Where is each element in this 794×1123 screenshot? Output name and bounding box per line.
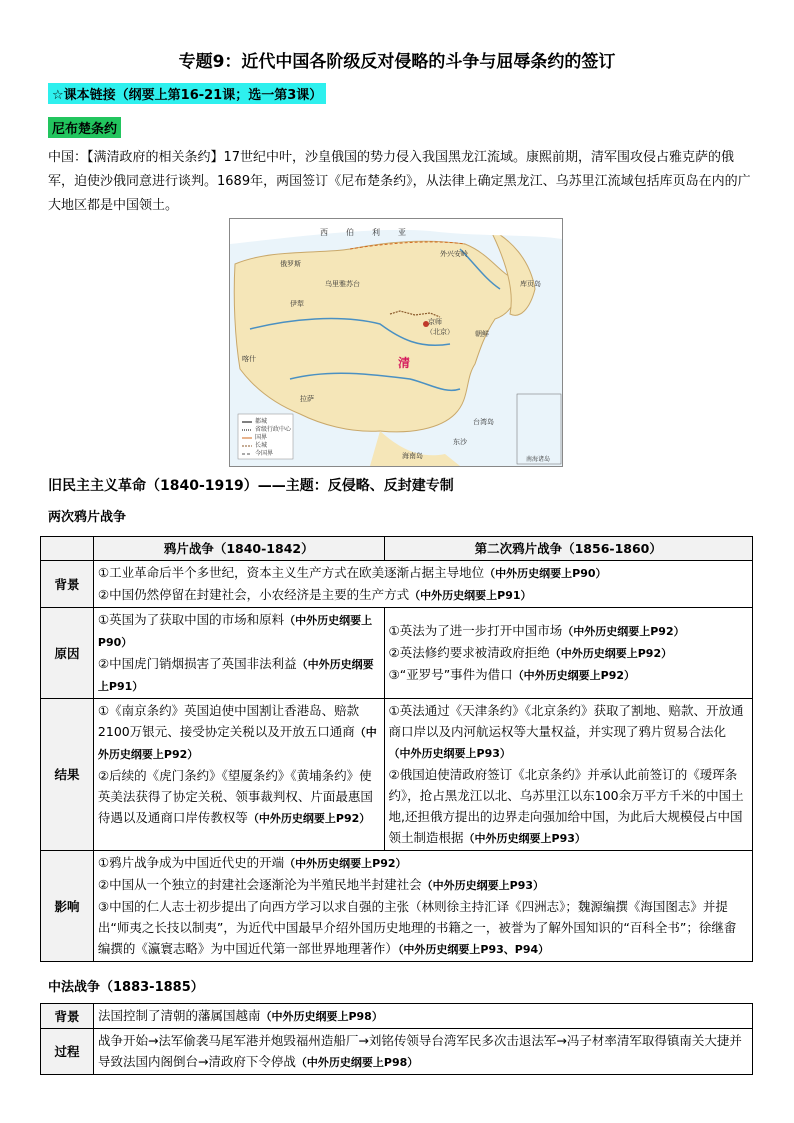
map-label-taiwan: 台湾岛 [473,418,494,426]
treaty-heading: 尼布楚条约 [48,117,121,138]
result-second-war-cell [384,699,752,851]
result-right-1: ①英法通过《天津条约》《北京条约》获取了割地、赔款、开放通商口岸以及内河航运权等大量权益，并实现了鸦片贸易合法化（中外历史纲要上P93） [388,703,744,760]
map-label-capital: 京师 [428,318,442,326]
impact-line-2: ②中国从一个独立的封建社会逐渐沦为半殖民地半封建社会（中外历史纲要上P93） [97,877,545,892]
impact-line-3: ③中国的仁人志士初步提出了向西方学习以求自强的主张（林则徐主持汇译《四洲志》；魏源编撰《海国图志》并提出“师夷之长技以制夷”，为近代中国最早介绍外国历史地理的书籍之一，被誉为了解外国知识的“百科全书”；徐继畬编撰的《瀛寰志略》为中国近代第一部世界地理著作）（中外历史纲要上P93、P94） [97,899,737,956]
map-label-hainan: 海南岛 [402,452,423,460]
row-label-cause: 原因 [41,608,94,699]
result-left-2: ②后续的《虎门条约》《望厦条约》《黄埔条约》使英美法获得了协定关税、领事裁判权、片面最惠国待遇以及通商口岸传教权等（中外历史纲要上P92） [97,768,373,825]
map-label-sakhalin: 库页岛 [520,280,541,288]
bg-line-2: ②中国仍然停留在封建社会，小农经济是主要的生产方式（中外历史纲要上P91） [97,587,532,602]
sino-french-war-heading: 中法战争（1883-1885） [48,980,204,995]
legend-great-wall: 长城 [255,442,268,449]
map-label-qing: 清 [398,356,411,370]
map-label-ili: 伊犁 [290,300,304,308]
opium-war-heading: 两次鸦片战争 [48,510,127,525]
table-corner [41,537,94,561]
cause-first-war-cell [93,608,384,699]
page-title: 专题9：近代中国各阶级反对侵略的斗争与屈辱条约的签订 [178,52,616,72]
cause-left-2: ②中国虎门销烟损害了英国非法利益（中外历史纲要上P91） [97,656,374,693]
map-label-beijing: （北京） [426,328,454,336]
sf-background-cell: 法国控制了清朝的藩属国越南（中外历史纲要上P98） [93,1004,752,1029]
map-label-dongsha: 东沙 [453,438,467,446]
section-heading: 旧民主主义革命（1840-1919）——主题：反侵略、反封建专制 [48,478,454,494]
row-label-background: 背景 [41,561,94,608]
map-label-korea: 朝鲜 [475,330,489,338]
map-label-xi: 西 [320,228,346,237]
legend-province: 省级行政中心 [255,426,292,433]
map-label-li: 利 [372,228,398,237]
legend-capital: 都城 [255,418,268,425]
bg-line-1: ①工业革命后半个多世纪，资本主义生产方式在欧美逐渐占据主导地位（中外历史纲要上P90） [97,565,607,580]
legend-border: 国界 [255,434,268,441]
map-label-kashgar: 喀什 [242,355,256,363]
opium-war-table [40,536,753,962]
qing-territory-map [229,218,563,467]
cause-left-1: ①英国为了获取中国的市场和原料（中外历史纲要上P90） [97,612,373,649]
sf-row-label-background: 背景 [41,1004,94,1029]
map-label-ya: 亚 [398,228,424,237]
textbook-link-heading: ☆课本链接（纲要上第16-21课；选一第3课） [48,83,326,104]
col-header-second-war: 第二次鸦片战争（1856-1860） [384,537,752,561]
background-cell [93,561,752,608]
cause-right-2: ②英法修约要求被清政府拒绝（中外历史纲要上P92） [388,645,673,660]
impact-cell [93,851,752,962]
map-legend [255,418,291,458]
result-left-1: ①《南京条约》英国迫使中国割让香港岛、赔款2100万银元、接受协定关税以及开放五口通商（中外历史纲要上P92） [97,703,377,761]
map-label-uliastai: 乌里雅苏台 [325,280,360,288]
sino-french-war-table [40,1003,753,1075]
map-label-bo: 伯 [346,228,372,237]
row-label-result: 结果 [41,699,94,851]
col-header-first-war: 鸦片战争（1840-1842） [93,537,384,561]
sf-process-cell: 战争开始→法军偷袭马尾军港并炮毁福州造船厂→刘铭传领导台湾军民多次击退法军→冯子材率清军取得镇南关大捷并导致法国内阁倒台→清政府下令停战（中外历史纲要上P98） [93,1029,752,1075]
sf-row-label-process: 过程 [41,1029,94,1075]
row-label-impact: 影响 [41,851,94,962]
cause-right-3: ③“亚罗号”事件为借口（中外历史纲要上P92） [388,667,636,682]
cause-right-1: ①英法为了进一步打开中国市场（中外历史纲要上P92） [388,623,685,638]
intro-paragraph: 中国：【满清政府的相关条约】17世纪中叶，沙皇俄国的势力侵入我国黑龙江流域。康熙前期，清军围攻侵占雅克萨的俄军，迫使沙俄同意进行谈判。1689年，两国签订《尼布楚条约》，从法律上确定黑龙江、乌苏里江流域包括库页岛在内的广大地区都是中国领土。 [48,150,751,213]
map-label-russia: 俄罗斯 [280,260,301,268]
cause-second-war-cell [384,608,752,699]
legend-current-border: 今国界 [255,450,274,457]
map-label-mountains: 外兴安岭 [440,250,468,258]
map-label-lhasa: 拉萨 [300,395,314,403]
result-first-war-cell [93,699,384,851]
impact-line-1: ①鸦片战争成为中国近代史的开端（中外历史纲要上P92） [97,855,407,870]
result-right-2: ②俄国迫使清政府签订《北京条约》并承认此前签订的《瑷珲条约》，抢占黑龙江以北、乌苏里江以东100余万平方千米的中国土地,还担俄方提出的边界走向强加给中国，为此后大规模侵占中国领土制造根据（中外历史纲要上P93） [388,767,744,845]
map-label-south-sea: 南海诸岛 [526,456,551,463]
